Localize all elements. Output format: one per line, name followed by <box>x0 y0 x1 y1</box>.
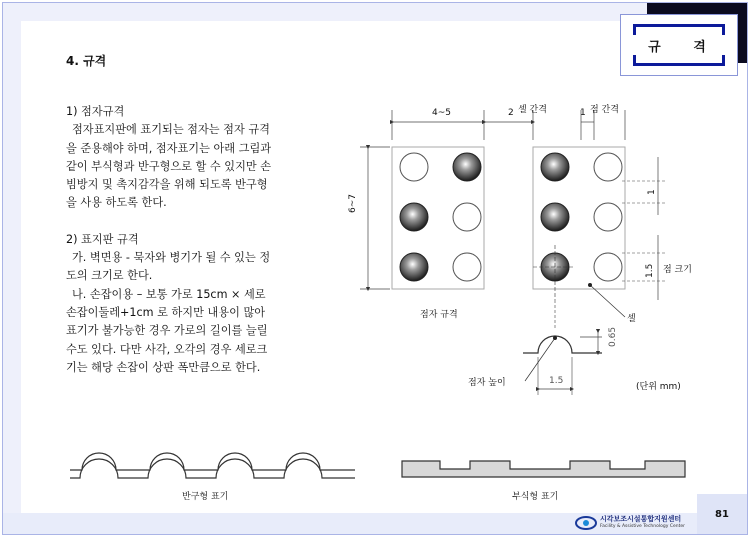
center-logo <box>575 515 685 531</box>
hemisphere-caption: 반구형 표기 <box>182 492 229 502</box>
cell-gap-label: 셀 간격 <box>518 105 547 115</box>
etched-caption: 부식형 표기 <box>512 492 559 502</box>
section-title: 규 격 <box>633 24 725 66</box>
dot-size-label: 점 크기 <box>663 265 692 275</box>
braille-dot-raised <box>400 203 428 231</box>
braille-dot <box>453 253 481 281</box>
dim-height: 6~7 <box>348 194 358 213</box>
braille-dot-raised <box>541 153 569 181</box>
subheading-braille: 1) 점자규격 <box>66 105 125 118</box>
logo-title: 시각보조시설통합지원센터 <box>600 515 682 523</box>
eye-logo-icon <box>575 516 597 530</box>
dim-base: 1.5 <box>549 376 564 386</box>
hemisphere-profile <box>70 448 360 488</box>
section-heading: 4. 규격 <box>66 54 107 68</box>
page-number: 81 <box>697 494 747 534</box>
title-box <box>620 14 738 76</box>
dot-gap-label: 점 간격 <box>590 105 619 115</box>
paragraph-wall: 가. 벽면용 - 묵자와 병기가 될 수 있는 정도의 크기로 한다. <box>66 251 271 283</box>
dim-one-five: 1.5 <box>645 263 655 278</box>
dim-cell-gap: 2 <box>508 108 514 118</box>
braille-dot-raised <box>400 253 428 281</box>
body-text <box>66 103 276 377</box>
braille-dot <box>594 253 622 281</box>
dim-width: 4~5 <box>432 108 451 118</box>
braille-dot-raised <box>453 153 481 181</box>
braille-dot <box>400 153 428 181</box>
dim-dot-height: 0.65 <box>608 326 618 347</box>
braille-dot <box>594 153 622 181</box>
logo-subtitle: Facility & Assistive Technology Center <box>600 524 685 529</box>
dim-dot-gap: 1 <box>580 108 586 118</box>
braille-dot <box>594 203 622 231</box>
paragraph-handle: 나. 손잡이용 – 보통 가로 15cm × 세로 손잡이둘레+1cm 로 하지만 내용이 많아 표기가 불가능한 경우 가로의 길이를 늘릴 수도 있다. 다만 사각, 오각의 경우 세로크기는 해당 손잡이 상판 폭만큼으로 한다. <box>66 287 268 374</box>
dot-height-label: 점자 높이 <box>468 378 506 388</box>
etched-profile <box>400 455 690 485</box>
paragraph-braille: 점자표지판에 표기되는 점자는 점자 규격을 준용해야 하며, 점자표기는 아래 그림과 같이 부식형과 반구형으로 할 수 있지만 손빔방지 및 촉지감각을 위해 되도록 반구형을 사용 하도록 한다. <box>66 123 272 210</box>
braille-dot-raised <box>541 203 569 231</box>
dim-one: 1 <box>647 189 657 195</box>
braille-dot <box>453 203 481 231</box>
subheading-sign: 2) 표지판 규격 <box>66 232 139 246</box>
unit-label: (단위 mm) <box>636 382 681 392</box>
braille-spec-caption: 점자 규격 <box>420 310 458 320</box>
cell-label: 셀 <box>627 314 636 324</box>
left-band <box>3 3 21 513</box>
